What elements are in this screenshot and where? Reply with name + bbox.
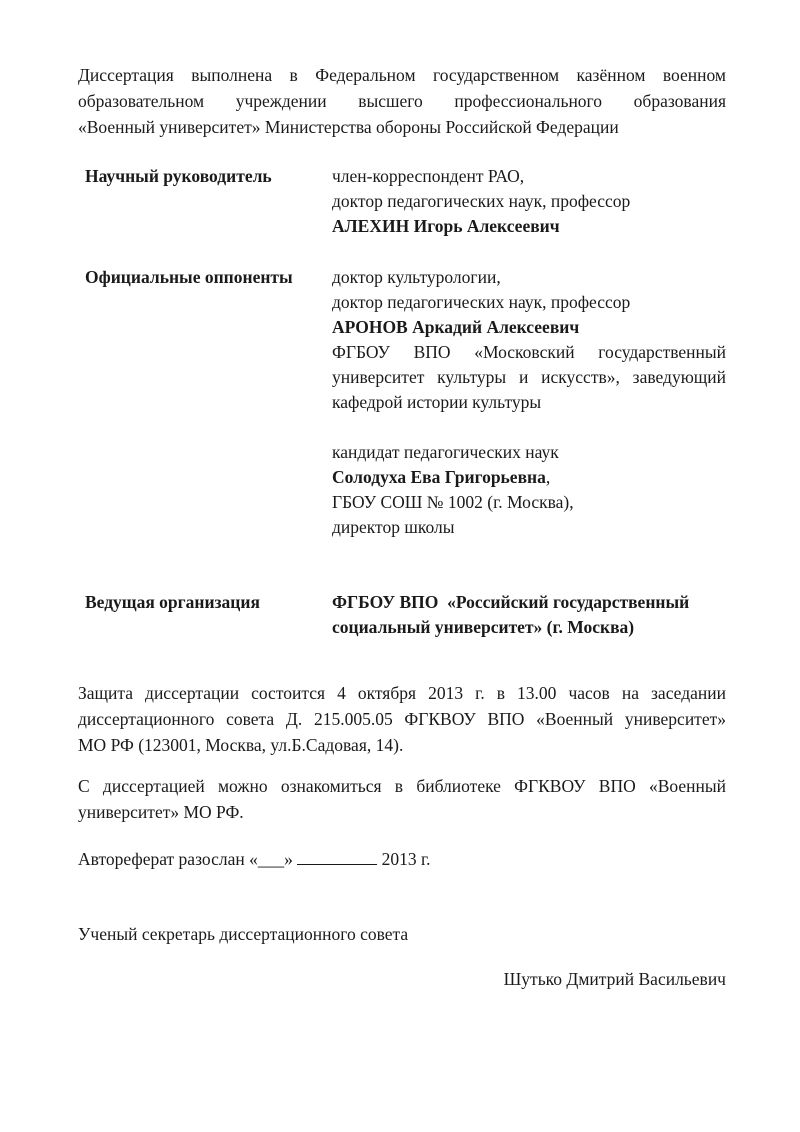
opponent-first-info bbox=[332, 265, 726, 415]
supervisor-title-line: член-корреспондент РАО, bbox=[332, 166, 525, 186]
opponent-second-info bbox=[332, 440, 726, 540]
supervisor-name: АЛЕХИН Игорь Алексеевич bbox=[332, 216, 560, 236]
library-line: университет» МО РФ. bbox=[78, 802, 244, 822]
opponents-label: Официальные оппоненты bbox=[85, 267, 293, 287]
intro-line: Диссертация выполнена в Федеральном государственном казённом военном bbox=[78, 65, 726, 85]
secretary-title: Ученый секретарь диссертационного совета bbox=[78, 924, 409, 944]
lead-org-line: социальный университет» (г. Москва) bbox=[332, 617, 635, 637]
lead-org-line: ФГБОУ ВПО «Российский государственный bbox=[332, 592, 690, 612]
supervisor-label: Научный руководитель bbox=[85, 166, 272, 186]
supervisor-info bbox=[332, 164, 726, 239]
opponent-second-name-line bbox=[332, 465, 726, 490]
opponent-first-name: АРОНОВ Аркадий Алексеевич bbox=[332, 317, 580, 337]
abstract-middle: » bbox=[284, 849, 298, 869]
opponent-second-name: Солодуха Ева Григорьевна bbox=[332, 467, 546, 487]
month-blank bbox=[297, 850, 377, 865]
opponent-affiliation-line: ФГБОУ ВПО «Московский государственный bbox=[332, 342, 726, 362]
intro-paragraph bbox=[78, 62, 726, 140]
opponent-title-line: доктор педагогических наук, профессор bbox=[332, 292, 631, 312]
opponent-second-affiliation-line: ГБОУ СОШ № 1002 (г. Москва), bbox=[332, 492, 574, 512]
secretary-name: Шутько Дмитрий Васильевич bbox=[503, 969, 726, 989]
library-line: С диссертацией можно ознакомиться в библиотеке ФГКВОУ ВПО «Военный bbox=[78, 776, 726, 796]
lead-org-info bbox=[332, 590, 726, 640]
abstract-suffix: 2013 г. bbox=[377, 849, 431, 869]
opponent-second-degree: кандидат педагогических наук bbox=[332, 442, 559, 462]
defense-paragraph bbox=[78, 680, 726, 758]
opponent-title-line: доктор культурологии, bbox=[332, 267, 501, 287]
opponent-affiliation-line: кафедрой истории культуры bbox=[332, 392, 542, 412]
defense-line: Защита диссертации состоится 4 октября 2013 г. в 13.00 часов на заседании bbox=[78, 683, 726, 703]
opponent-affiliation-line: университет культуры и искусств», заведующий bbox=[332, 367, 726, 387]
defense-line: диссертационного совета Д. 215.005.05 ФГКВОУ ВПО «Военный университет» bbox=[78, 709, 726, 729]
library-paragraph bbox=[78, 773, 726, 825]
opponent-second-affiliation-line: директор школы bbox=[332, 517, 455, 537]
abstract-sent-line bbox=[78, 846, 726, 872]
opponent-second-name-suffix: , bbox=[545, 467, 551, 487]
supervisor-title-line: доктор педагогических наук, профессор bbox=[332, 191, 631, 211]
abstract-prefix: Автореферат разослан « bbox=[78, 849, 258, 869]
defense-line: МО РФ (123001, Москва, ул.Б.Садовая, 14). bbox=[78, 735, 404, 755]
abstract-day-blank: ___ bbox=[257, 849, 285, 869]
lead-org-label: Ведущая организация bbox=[85, 592, 260, 612]
intro-line: образовательном учреждении высшего профессионального образования bbox=[78, 91, 726, 111]
intro-line: «Военный университет» Министерства обороны Российской Федерации bbox=[78, 117, 619, 137]
